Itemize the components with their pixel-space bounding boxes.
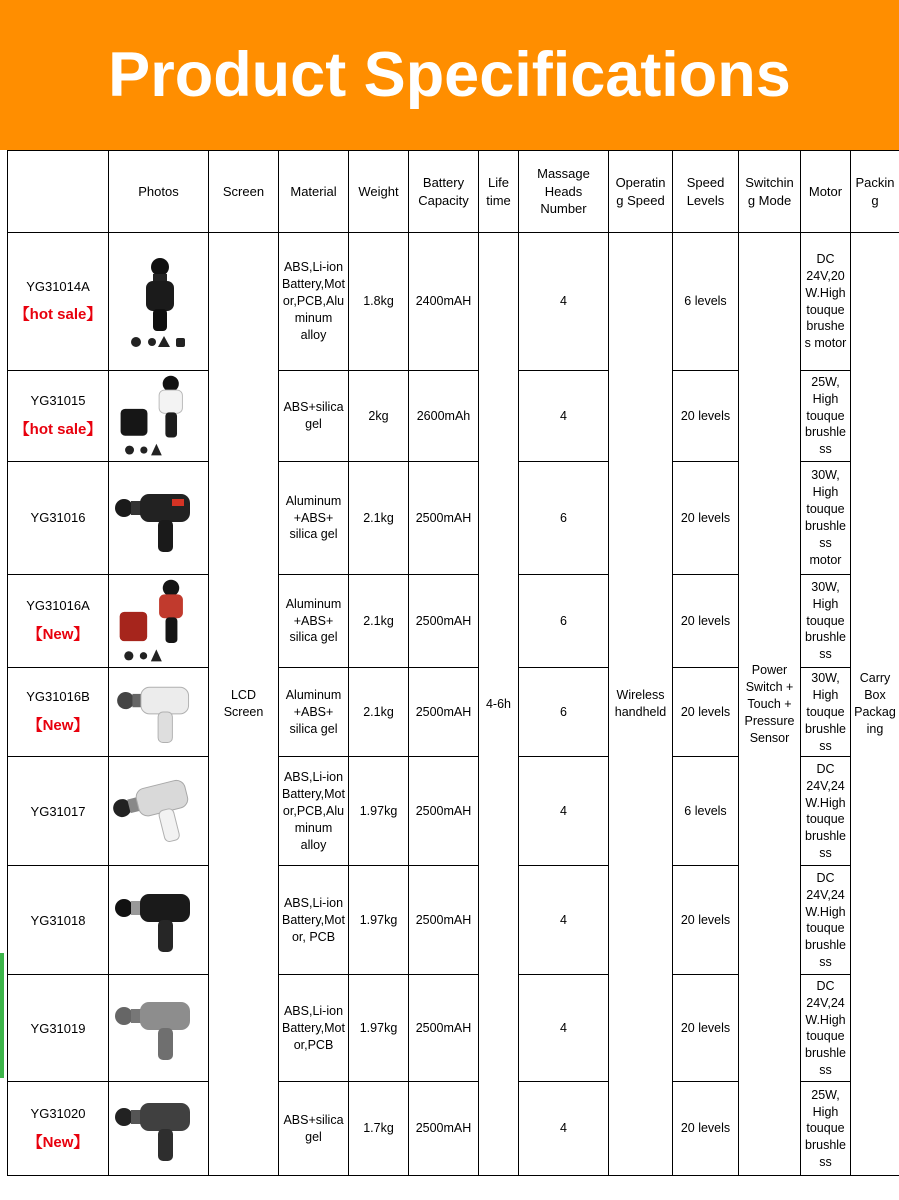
packing-cell: Carry Box Packaging [851,233,899,1176]
heads-cell: 6 [519,668,609,757]
model-name: YG31018 [30,912,86,928]
heads-cell: 6 [519,462,609,575]
material-cell: ABS+silica gel [279,371,349,462]
heads-cell: 4 [519,866,609,975]
battery-cell: 2500mAH [409,866,479,975]
heads-cell: 4 [519,233,609,371]
photo-cell [109,866,209,975]
header-cell-motor: Motor [801,151,851,233]
photo-cell [109,371,209,462]
header-cell-speedlvl: Speed Levels [673,151,739,233]
massage-gun-black-with-heads-icon [112,252,208,352]
photo-cell [109,233,209,371]
model-tag: 【hot sale】 [14,420,102,438]
screen-cell: LCD Screen [209,233,279,1176]
motor-cell: DC 24V,20W.High touque brushes motor [801,233,851,371]
weight-cell: 2kg [349,371,409,462]
speed-levels-cell: 20 levels [673,371,739,462]
header-cell-battery: Battery Capacity [409,151,479,233]
speed-levels-cell: 20 levels [673,462,739,575]
material-cell: ABS,Li-ion Battery,Motor,PCB,Aluminum alloy [279,757,349,866]
battery-cell: 2500mAH [409,757,479,866]
header-cell-opspeed: Operating Speed [609,151,673,233]
model-tag: 【hot sale】 [14,306,102,324]
left-green-strip [0,953,4,1078]
header-cell-model [8,151,109,233]
massage-gun-silver-icon [103,759,216,864]
header-cell-material: Material [279,151,349,233]
photo-cell [109,575,209,668]
header-cell-weight: Weight [349,151,409,233]
motor-cell: 25W, High touque brushless [801,371,851,462]
model-cell [8,575,109,668]
motor-cell: 30W, High touque brushless [801,668,851,757]
motor-cell: DC 24V,24W.High touque brushless [801,975,851,1082]
model-cell [8,233,109,371]
motor-cell: 30W, High touque brushless motor [801,462,851,575]
lifetime-cell: 4-6h [479,233,519,1176]
header-cell-photos: Photos [109,151,209,233]
weight-cell: 1.8kg [349,233,409,371]
model-name: YG31015 [30,393,86,409]
weight-cell: 2.1kg [349,668,409,757]
weight-cell: 1.97kg [349,975,409,1082]
weight-cell: 1.97kg [349,866,409,975]
heads-cell: 4 [519,371,609,462]
photo-cell [109,975,209,1082]
battery-cell: 2400mAH [409,233,479,371]
header-cell-heads: Massage Heads Number [519,151,609,233]
weight-cell: 1.97kg [349,757,409,866]
model-cell [8,1082,109,1176]
model-cell [8,371,109,462]
motor-cell: 25W, High touque brushless [801,1082,851,1176]
weight-cell: 2.1kg [349,462,409,575]
header-cell-screen: Screen [209,151,279,233]
material-cell: Aluminum +ABS+ silica gel [279,575,349,668]
photo-cell [109,757,209,866]
photo-cell [109,462,209,575]
battery-cell: 2500mAH [409,668,479,757]
battery-cell: 2500mAH [409,575,479,668]
header-row [8,151,899,233]
speed-levels-cell: 20 levels [673,575,739,668]
material-cell: Aluminum +ABS+ silica gel [279,462,349,575]
model-name: YG31020 [30,1105,86,1121]
heads-cell: 4 [519,975,609,1082]
massage-gun-red-with-case-icon [112,577,208,665]
model-cell [8,975,109,1082]
page-title: Product Specifications [108,40,791,110]
table-row [8,233,899,371]
header-cell-packing: Packing [851,151,899,233]
speed-levels-cell: 20 levels [673,1082,739,1176]
photo-cell [109,668,209,757]
massage-gun-black-icon [112,878,208,962]
model-name: YG31016A [26,598,90,614]
spec-table [7,150,899,1176]
weight-cell: 1.7kg [349,1082,409,1176]
battery-cell: 2500mAH [409,1082,479,1176]
model-cell [8,462,109,575]
material-cell: ABS,Li-ion Battery,Motor, PCB [279,866,349,975]
battery-cell: 2600mAh [409,371,479,462]
battery-cell: 2500mAH [409,975,479,1082]
operating-speed-cell: Wireless handheld [609,233,673,1176]
massage-gun-white-icon [112,672,208,752]
model-cell [8,866,109,975]
model-tag: 【New】 [27,625,89,643]
model-name: YG31017 [30,803,86,819]
model-tag: 【New】 [27,1133,89,1151]
model-name: YG31016B [26,689,90,705]
header-cell-lifetime: Life time [479,151,519,233]
model-cell [8,757,109,866]
heads-cell: 6 [519,575,609,668]
model-name: YG31019 [30,1020,86,1036]
header-cell-switch: Switching Mode [739,151,801,233]
massage-gun-white-with-case-icon [112,373,208,459]
model-name: YG31014A [26,278,90,294]
material-cell: ABS,Li-ion Battery,Motor,PCB [279,975,349,1082]
material-cell: ABS,Li-ion Battery,Motor,PCB,Aluminum alloy [279,233,349,371]
speed-levels-cell: 6 levels [673,757,739,866]
speed-levels-cell: 20 levels [673,975,739,1082]
battery-cell: 2500mAH [409,462,479,575]
banner [0,0,899,150]
material-cell: Aluminum +ABS+ silica gel [279,668,349,757]
weight-cell: 2.1kg [349,575,409,668]
speed-levels-cell: 20 levels [673,866,739,975]
massage-gun-gray-icon [112,986,208,1070]
switching-mode-cell: Power Switch + Touch + Pressure Sensor [739,233,801,1176]
model-cell [8,668,109,757]
motor-cell: 30W, High touque brushless [801,575,851,668]
motor-cell: DC 24V,24W.High touque brushless [801,757,851,866]
motor-cell: DC 24V,24W.High touque brushless [801,866,851,975]
massage-gun-dark-gray-icon [112,1087,208,1171]
heads-cell: 4 [519,757,609,866]
massage-gun-black-red-icon [112,476,208,560]
model-name: YG31016 [30,510,86,526]
speed-levels-cell: 6 levels [673,233,739,371]
heads-cell: 4 [519,1082,609,1176]
speed-levels-cell: 20 levels [673,668,739,757]
model-tag: 【New】 [27,716,89,734]
material-cell: ABS+silica gel [279,1082,349,1176]
photo-cell [109,1082,209,1176]
